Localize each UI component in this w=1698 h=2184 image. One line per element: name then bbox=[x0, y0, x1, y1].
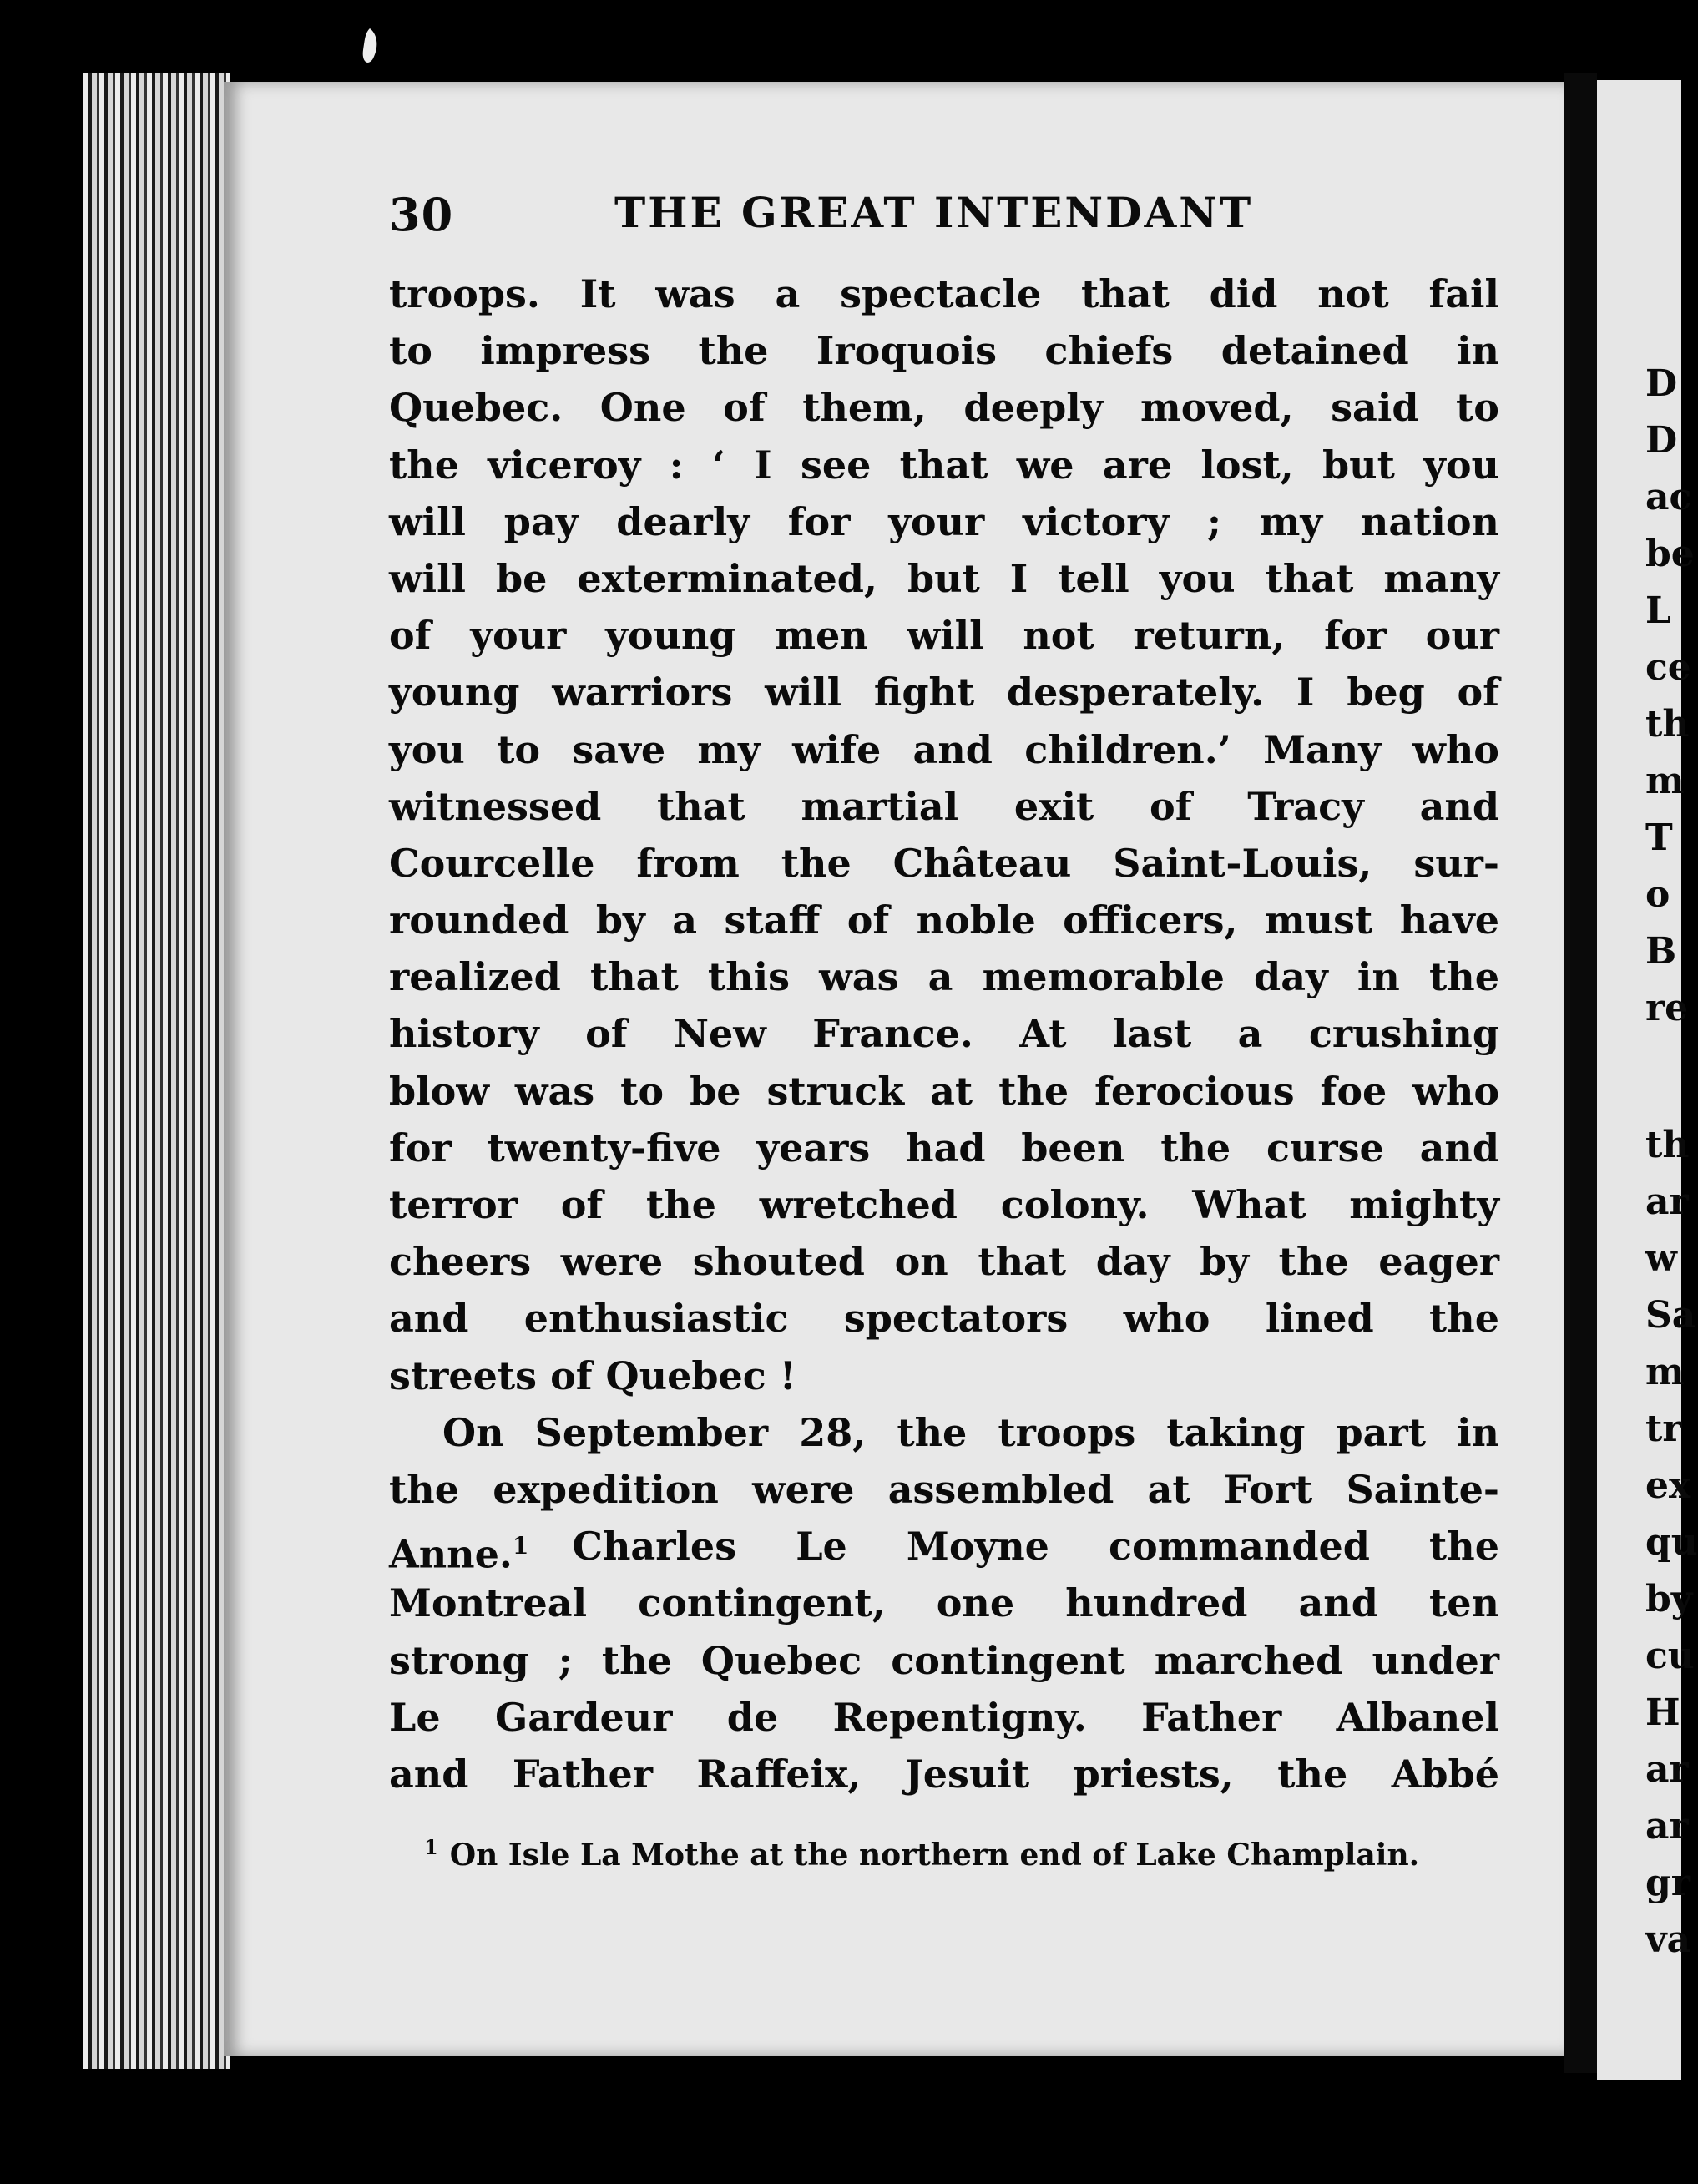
text-line-with-footnote-ref bbox=[389, 1518, 1499, 1575]
text-line: On September 28, the troops taking part in bbox=[442, 1409, 1499, 1455]
facing-page-fragment: th bbox=[1645, 703, 1690, 746]
facing-page-fragment: th bbox=[1645, 1124, 1690, 1166]
page-gutter bbox=[1564, 73, 1597, 2073]
facing-page-fragment: T bbox=[1645, 816, 1673, 859]
facing-page-fragment: m bbox=[1645, 760, 1685, 802]
text-line: and enthusiastic spectators who lined the bbox=[389, 1296, 1499, 1342]
facing-page-fragment: ex bbox=[1645, 1464, 1691, 1507]
facing-page-fragment: ce bbox=[1645, 646, 1691, 689]
footnote-text: On Isle La Mothe at the northern end of Lake Champlain. bbox=[449, 1838, 1420, 1873]
text-line: terror of the wretched colony. What mighty bbox=[389, 1182, 1499, 1227]
text-line: Courcelle from the Château Saint-Louis, sur- bbox=[389, 840, 1499, 886]
book-page-edges bbox=[83, 73, 230, 2069]
facing-page-fragment: ac bbox=[1645, 476, 1692, 518]
text-line: of your young men will not return, for our bbox=[389, 613, 1499, 659]
text-line: to impress the Iroquois chiefs detained in bbox=[389, 328, 1499, 374]
text-line: streets of Quebec ! bbox=[389, 1352, 796, 1398]
facing-page-fragment: qu bbox=[1645, 1521, 1698, 1564]
footnote-mark: 1 bbox=[424, 1835, 438, 1859]
text-line: rounded by a staff of noble officers, must have bbox=[389, 897, 1499, 943]
footnote-reference: 1 bbox=[512, 1532, 529, 1560]
facing-page-fragment: o bbox=[1645, 873, 1670, 916]
footnote bbox=[424, 1835, 1501, 1873]
text-line: troops. It was a spectacle that did not fail bbox=[389, 271, 1499, 316]
text-line: you to save my wife and children.’ Many who bbox=[389, 726, 1499, 772]
facing-page-fragment: Sa bbox=[1645, 1294, 1696, 1337]
running-head bbox=[389, 188, 1499, 246]
footnote-ref-line-start bbox=[389, 1518, 528, 1575]
facing-page-fragment: ar bbox=[1645, 1748, 1689, 1791]
facing-page-fragment: w bbox=[1645, 1237, 1677, 1280]
facing-page-fragment: tr bbox=[1645, 1408, 1682, 1450]
text-line: will be exterminated, but I tell you that many bbox=[389, 555, 1499, 601]
facing-page-fragment: L bbox=[1645, 589, 1671, 632]
text-line: Le Gardeur de Repentigny. Father Albanel bbox=[389, 1694, 1499, 1740]
facing-page-fragment: ar bbox=[1645, 1805, 1689, 1848]
facing-page-fragment: H bbox=[1645, 1691, 1680, 1734]
facing-page-fragment: m bbox=[1645, 1351, 1685, 1393]
text-line: and Father Raffeix, Jesuit priests, the Abbé bbox=[389, 1751, 1499, 1797]
text-line: blow was to be struck at the ferocious foe who bbox=[389, 1068, 1499, 1114]
text-line: the expedition were assembled at Fort Sainte- bbox=[389, 1466, 1499, 1512]
facing-page-fragment: by bbox=[1645, 1578, 1693, 1620]
text-line: young warriors will fight desperately. I beg of bbox=[389, 670, 1499, 715]
text-line: realized that this was a memorable day in the bbox=[389, 954, 1499, 1000]
facing-page-fragment: cu bbox=[1645, 1635, 1695, 1677]
body-text bbox=[389, 265, 1499, 1802]
anne-word: Anne. bbox=[389, 1531, 513, 1577]
scan-speck bbox=[355, 25, 385, 82]
facing-page-fragment: ar bbox=[1645, 1180, 1689, 1223]
facing-page-fragment: B bbox=[1645, 930, 1677, 973]
page-number: 30 bbox=[389, 188, 454, 241]
text-line: the viceroy : ‘ I see that we are lost, but you bbox=[389, 442, 1499, 488]
running-title: THE GREAT INTENDANT bbox=[614, 188, 1254, 237]
text-line: cheers were shouted on that day by the eager bbox=[389, 1239, 1499, 1285]
text-line: Montreal contingent, one hundred and ten bbox=[389, 1580, 1499, 1626]
text-line-rest: Charles Le Moyne commanded the bbox=[572, 1524, 1499, 1570]
text-line: history of New France. At last a crushing bbox=[389, 1011, 1499, 1057]
facing-page-fragment: re bbox=[1645, 987, 1689, 1029]
facing-page-fragment: va bbox=[1645, 1919, 1691, 1961]
text-line: will pay dearly for your victory ; my nation bbox=[389, 498, 1499, 544]
facing-page bbox=[1597, 80, 1698, 2080]
facing-page-fragment: D bbox=[1645, 419, 1678, 462]
facing-page-fragment: D bbox=[1645, 362, 1678, 405]
facing-page-fragment: gr bbox=[1645, 1862, 1690, 1904]
facing-page-fragment: be bbox=[1645, 533, 1695, 575]
text-line: witnessed that martial exit of Tracy and bbox=[389, 783, 1499, 829]
text-line: Quebec. One of them, deeply moved, said to bbox=[389, 385, 1499, 431]
text-line: for twenty-five years had been the curse and bbox=[389, 1125, 1499, 1170]
text-line: strong ; the Quebec contingent marched under bbox=[389, 1637, 1499, 1683]
